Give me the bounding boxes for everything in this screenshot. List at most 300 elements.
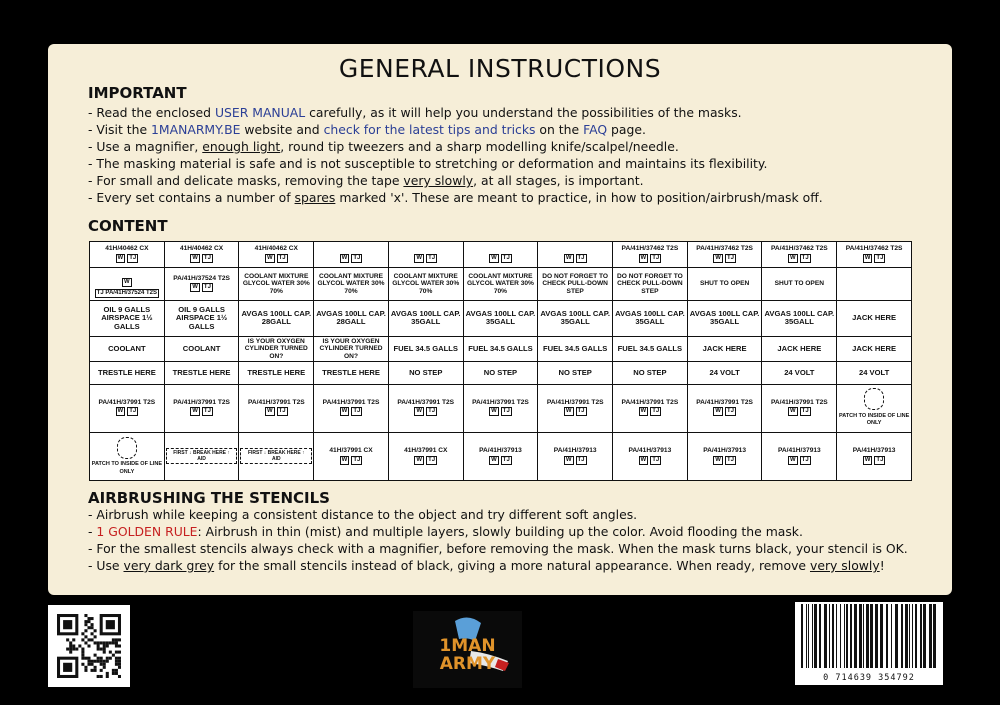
w-marker-icon: W [192, 408, 198, 415]
content-stencil-grid [89, 241, 912, 481]
barcode-bar [806, 604, 807, 668]
stencil-text: COOLANT [108, 343, 146, 353]
qr-module [103, 666, 106, 669]
qr-module [97, 675, 100, 678]
qr-module [100, 669, 103, 672]
stencil-text: AVGAS 100LL CAP. 28GALL [241, 308, 312, 327]
text-segment: - [88, 524, 97, 539]
w-marker-icon: W [864, 254, 871, 261]
page-title: GENERAL INSTRUCTIONS [338, 54, 662, 83]
qr-module [78, 644, 81, 647]
text-segment: very slowly [809, 558, 880, 573]
stencil-cell [164, 300, 239, 336]
stencil-text: NO STEP [633, 367, 667, 377]
stencil-cell [388, 432, 463, 480]
text-segment: very dark grey [123, 558, 215, 573]
text-segment: website and [240, 122, 324, 137]
stencil-cell [463, 300, 538, 336]
tj-marker-icon: TJ PA/41H/37524 T2S [96, 289, 157, 296]
qr-module [106, 641, 109, 644]
qr-module [94, 669, 97, 672]
barcode-bar [929, 604, 932, 668]
airbrushing-line [88, 557, 938, 574]
qr-module [84, 620, 87, 623]
qr-code[interactable] [48, 605, 130, 687]
text-segment: carefully, as it will help you understand the possibilities of the masks. [305, 105, 742, 120]
qr-module [115, 672, 118, 675]
stencil-text: DO NOT FORGET TO CHECK PULL-DOWN STEP [542, 272, 609, 295]
stencil-text: AVGAS 100LL CAP. 35GALL [689, 308, 760, 327]
text-link[interactable]: check for the latest tips and tricks [323, 122, 536, 137]
stencil-cell [314, 362, 389, 384]
qr-module [115, 660, 118, 663]
tj-marker-icon: TJ [278, 254, 286, 261]
stencil-cell [314, 268, 389, 301]
stencil-cell [762, 362, 837, 384]
barcode-bar [844, 604, 845, 668]
text-segment: marked 'x'. These are meant to practice, in how to position/airbrush/mask off. [335, 190, 823, 205]
barcode-bar [854, 604, 857, 668]
tj-marker-icon: TJ [502, 408, 510, 415]
qr-module [115, 641, 118, 644]
stencil-cell [687, 384, 762, 432]
tj-marker-icon: TJ [203, 408, 211, 415]
qr-module [94, 666, 97, 669]
golden-rule-label: 1 GOLDEN RULE [96, 524, 198, 539]
qr-module [97, 657, 100, 660]
qr-module [84, 657, 87, 660]
stencil-cell [762, 336, 837, 362]
tj-marker-icon: TJ [577, 456, 585, 463]
stencil-cell [90, 336, 165, 362]
logo-text-line1: 1MAN [439, 636, 496, 656]
stencil-cell [687, 300, 762, 336]
w-marker-icon: W [266, 254, 273, 261]
stencil-cell [837, 268, 912, 301]
barcode-bar [836, 604, 837, 668]
stencil-text: AVGAS 100LL CAP. 35GALL [390, 308, 461, 327]
stencil-text: FUEL 34.5 GALLS [617, 343, 683, 353]
stencil-cell [613, 384, 688, 432]
grid-row [90, 336, 912, 362]
qr-module [103, 648, 106, 651]
stencil-text: PA/41H/37462 T2S [621, 245, 679, 253]
text-segment: spares [294, 190, 336, 205]
qr-module [72, 648, 75, 651]
qr-finder-core [106, 620, 115, 629]
stencil-text: PA/41H/37913 [628, 447, 672, 455]
important-line [88, 155, 938, 172]
barcode-bar [859, 604, 862, 668]
qr-module [109, 651, 112, 654]
text-link[interactable]: FAQ [583, 122, 608, 137]
stencil-text: JACK HERE [852, 343, 897, 353]
barcode-bar [909, 604, 910, 668]
stencil-text: AVGAS 100LL CAP. 35GALL [764, 308, 835, 327]
qr-module [112, 638, 115, 641]
text-segment: - Airbrush while keeping a consistent distance to the object and try different soft angles. [88, 507, 638, 522]
stencil-text: COOLANT [182, 343, 221, 353]
text-segment: page. [607, 122, 646, 137]
barcode-bar [846, 604, 848, 668]
stencil-cell [538, 432, 613, 480]
qr-module [87, 626, 90, 629]
stencil-cell [314, 384, 389, 432]
qr-module [84, 635, 87, 638]
stencil-cell [388, 384, 463, 432]
stencil-text: PATCH TO INSIDE OF LINE ONLY [91, 461, 162, 475]
qr-module [106, 660, 109, 663]
tj-marker-icon: TJ [652, 408, 660, 415]
first-aid-break-stencil: FIRST ↓ BREAK HERE ↑ AID [166, 448, 238, 464]
stencil-text: JACK HERE [852, 313, 897, 323]
stencil-cell [388, 362, 463, 384]
qr-module [91, 626, 94, 629]
barcode-bar [814, 604, 817, 668]
qr-module [115, 657, 118, 660]
qr-module [112, 641, 115, 644]
text-segment: - For small and delicate masks, removing the tape [88, 173, 404, 188]
stencil-cell [613, 242, 688, 268]
tj-marker-icon: TJ [726, 408, 734, 415]
qr-module [75, 648, 78, 651]
barcode-bar [915, 604, 917, 668]
stencil-text: PA/41H/37991 T2S [546, 398, 604, 406]
text-segment: on the [535, 122, 584, 137]
stencil-cell [613, 336, 688, 362]
text-segment: , at all stages, is important. [473, 173, 644, 188]
qr-module [91, 623, 94, 626]
qr-module [118, 651, 121, 654]
qr-module [69, 648, 72, 651]
text-segment: - For the smallest stencils always check with a magnifier, before removing the mask. When the mask turns black, your stencil is OK. [88, 541, 908, 556]
qr-module [94, 629, 97, 632]
important-line [88, 104, 938, 121]
qr-module [97, 641, 100, 644]
barcode-bar [824, 604, 827, 668]
w-marker-icon: W [715, 254, 721, 261]
w-marker-icon: W [416, 254, 423, 261]
tj-marker-icon: TJ [652, 254, 660, 261]
qr-module [103, 660, 106, 663]
stencil-cell [538, 300, 613, 336]
barcode-bar [901, 604, 903, 668]
qr-module [69, 644, 72, 647]
stencil-cell [239, 432, 314, 480]
qr-module [87, 660, 90, 663]
w-marker-icon: W [117, 408, 124, 415]
w-marker-icon: W [640, 254, 647, 261]
stencil-cell [164, 384, 239, 432]
important-heading: IMPORTANT [88, 84, 187, 102]
qr-module [103, 663, 106, 666]
qr-module [100, 641, 103, 644]
tj-marker-icon: TJ [876, 456, 884, 463]
important-line [88, 172, 938, 189]
stencil-cell [164, 242, 239, 268]
barcode-bar [891, 604, 892, 668]
tj-marker-icon: TJ [726, 254, 734, 261]
stencil-text: PA/41H/37913 [703, 447, 746, 455]
stencil-text: PA/41H/37991 T2S [322, 398, 380, 406]
qr-module [91, 660, 94, 663]
barcode-bar [819, 604, 821, 668]
qr-module [84, 614, 87, 617]
stencil-cell [837, 432, 912, 480]
text-segment: - Every set contains a number of [88, 190, 295, 205]
qr-module [81, 654, 84, 657]
text-segment: for the small stencils instead of black, giving a more natural appearance. When ready, remove [214, 558, 810, 573]
stencil-cell [90, 362, 165, 384]
barcode-bar [905, 604, 908, 668]
stencil-text: 41H/37991 CX [404, 447, 448, 455]
qr-finder-core [63, 620, 72, 629]
stencil-text: AVGAS 100LL CAP. 28GALL [316, 308, 386, 327]
qr-module [115, 663, 118, 666]
qr-module [87, 663, 90, 666]
barcode-number: 0 714639 354792 [823, 673, 915, 683]
w-marker-icon: W [640, 456, 647, 463]
qr-module [84, 666, 87, 669]
w-marker-icon: W [416, 456, 423, 463]
w-marker-icon: W [565, 408, 572, 415]
stencil-cell [388, 242, 463, 268]
grid-row [90, 242, 912, 268]
stencil-cell [463, 432, 538, 480]
qr-module [118, 644, 121, 647]
stencil-text: PA/41H/37462 T2S [845, 245, 903, 253]
qr-module [103, 641, 106, 644]
barcode-bar [812, 604, 813, 668]
qr-module [115, 651, 118, 654]
qr-module [100, 657, 103, 660]
grid-row [90, 432, 912, 480]
barcode-bar [863, 604, 864, 668]
qr-module [106, 644, 109, 647]
text-segment: - Use a magnifier, [88, 139, 203, 154]
qr-module [112, 672, 115, 675]
qr-code-graphic [57, 614, 121, 678]
stencil-cell [613, 362, 688, 384]
stencil-text: COOLANT MIXTURE GLYCOL WATER 30% 70% [242, 272, 310, 295]
tj-marker-icon: TJ [502, 456, 510, 463]
stencil-cell [538, 268, 613, 301]
qr-module [81, 632, 84, 635]
qr-module [87, 638, 90, 641]
tj-marker-icon: TJ [203, 254, 211, 261]
qr-module [100, 675, 103, 678]
text-segment: enough light [202, 139, 281, 154]
tj-marker-icon: TJ [428, 408, 436, 415]
w-marker-icon: W [789, 254, 796, 261]
barcode-bar [850, 604, 852, 668]
w-marker-icon: W [192, 254, 198, 261]
stencil-text: 41H/40462 CX [179, 245, 224, 253]
text-segment: , round tip tweezers and a sharp modelling knife/scalpel/needle. [280, 139, 679, 154]
important-line [88, 189, 938, 206]
stencil-cell [164, 268, 239, 301]
text-segment: : Airbrush in thin (mist) and multiple layers, slowly building up the color. Avoid flooding the mask. [197, 524, 803, 539]
qr-module [91, 632, 94, 635]
stencil-cell [762, 268, 837, 301]
stencil-text: PA/41H/37913 [553, 447, 597, 455]
stencil-cell [538, 384, 613, 432]
qr-module [81, 657, 84, 660]
stencil-text: FUEL 34.5 GALLS [468, 343, 533, 353]
qr-module [118, 666, 121, 669]
stencil-text: PA/41H/37991 T2S [472, 398, 529, 406]
tj-marker-icon: TJ [428, 456, 436, 463]
stencil-cell [762, 300, 837, 336]
qr-module [97, 648, 100, 651]
w-marker-icon: W [266, 408, 273, 415]
stencil-cell [164, 336, 239, 362]
grid-row [90, 268, 912, 301]
stencil-cell [164, 432, 239, 480]
stencil-text: JACK HERE [702, 343, 747, 353]
stencil-text: PA/41H/37913 [777, 447, 821, 455]
tj-marker-icon: TJ [353, 456, 361, 463]
stencil-cell [239, 336, 314, 362]
qr-module [66, 638, 69, 641]
w-marker-icon: W [124, 278, 130, 285]
stencil-cell [613, 268, 688, 301]
barcode-bar [923, 604, 926, 668]
qr-module [109, 657, 112, 660]
important-line [88, 138, 938, 155]
airbrushing-line [88, 540, 938, 557]
stencil-cell [239, 268, 314, 301]
qr-module [118, 660, 121, 663]
stencil-text: PATCH TO INSIDE OF LINE ONLY [838, 412, 910, 427]
stencil-text: COOLANT MIXTURE GLYCOL WATER 30% 70% [466, 272, 534, 295]
stencil-cell [687, 432, 762, 480]
grid-row [90, 362, 912, 384]
stencil-text: OIL 9 GALLS AIRSPACE 1½ GALLS [175, 304, 228, 331]
stencil-text: SHUT TO OPEN [774, 280, 824, 288]
qr-module [69, 651, 72, 654]
w-marker-icon: W [416, 408, 423, 415]
stencil-cell [90, 242, 165, 268]
stencil-cell [837, 336, 912, 362]
w-marker-icon: W [640, 408, 647, 415]
qr-module [118, 657, 121, 660]
tj-marker-icon: TJ [129, 408, 137, 415]
barcode-bar [920, 604, 922, 668]
stencil-text: PA/41H/37991 T2S [696, 398, 753, 406]
qr-finder-core [63, 663, 72, 672]
airbrushing-list [88, 506, 938, 574]
qr-module [112, 654, 115, 657]
brand-logo [413, 611, 522, 688]
stencil-cell [314, 300, 389, 336]
stencil-cell [239, 384, 314, 432]
stencil-text: NO STEP [409, 367, 443, 377]
tj-marker-icon: TJ [726, 456, 734, 463]
tj-marker-icon: TJ [652, 456, 660, 463]
stencil-cell [538, 336, 613, 362]
stencil-text: FUEL 34.5 GALLS [542, 343, 608, 353]
stencil-text: PA/41H/37991 T2S [397, 398, 455, 406]
barcode-bar [866, 604, 869, 668]
barcode-bar [912, 604, 913, 668]
barcode-bars [801, 604, 937, 668]
qr-module [109, 641, 112, 644]
stencil-text: OIL 9 GALLS AIRSPACE 1½ GALLS [101, 304, 153, 331]
stencil-cell [90, 432, 165, 480]
stencil-cell [613, 300, 688, 336]
stencil-text: AVGAS 100LL CAP. 35GALL [615, 308, 685, 327]
w-marker-icon: W [491, 408, 497, 415]
stencil-text: TRESTLE HERE [172, 367, 231, 377]
tj-marker-icon: TJ [502, 254, 510, 261]
qr-module [115, 644, 118, 647]
qr-module [81, 648, 84, 651]
stencil-text: PA/41H/37991 T2S [621, 398, 679, 406]
qr-module [72, 644, 75, 647]
stencil-cell [388, 336, 463, 362]
qr-module [84, 623, 87, 626]
w-marker-icon: W [117, 254, 124, 261]
stencil-cell [463, 242, 538, 268]
qr-module [118, 675, 121, 678]
qr-module [103, 651, 106, 654]
stencil-cell [687, 336, 762, 362]
stencil-cell [762, 242, 837, 268]
w-marker-icon: W [565, 254, 572, 261]
stencil-text: IS YOUR OXYGEN CYLINDER TURNED ON? [244, 337, 308, 360]
qr-module [72, 638, 75, 641]
stencil-cell [837, 384, 912, 432]
barcode-bar [880, 604, 883, 668]
qr-module [81, 663, 84, 666]
stencil-cell [463, 384, 538, 432]
grid-row [90, 384, 912, 432]
text-link[interactable]: USER MANUAL [214, 105, 306, 120]
tj-marker-icon: TJ [876, 254, 884, 261]
qr-module [115, 638, 118, 641]
stencil-text: NO STEP [558, 367, 592, 377]
important-list [88, 104, 938, 206]
stencil-cell [239, 300, 314, 336]
stencil-text: 41H/37991 CX [329, 447, 373, 455]
qr-module [106, 675, 109, 678]
stencil-cell [463, 362, 538, 384]
stencil-cell [687, 268, 762, 301]
tj-marker-icon: TJ [278, 408, 286, 415]
barcode-bar [895, 604, 898, 668]
tj-marker-icon: TJ [353, 408, 361, 415]
stencil-text: DO NOT FORGET TO CHECK PULL-DOWN STEP [616, 272, 683, 295]
stencil-text: 41H/40462 CX [105, 245, 149, 253]
qr-module [100, 663, 103, 666]
qr-module [100, 660, 103, 663]
content-heading: CONTENT [88, 217, 168, 235]
stencil-cell [90, 300, 165, 336]
stencil-cell [463, 268, 538, 301]
tj-marker-icon: TJ [129, 254, 137, 261]
first-aid-break-stencil: FIRST ↓ BREAK HERE ↑ AID [240, 448, 312, 464]
patch-outline-icon [864, 388, 884, 410]
barcode-bar [829, 604, 830, 668]
stencil-cell [314, 336, 389, 362]
qr-module [94, 654, 97, 657]
qr-module [94, 641, 97, 644]
stencil-text: PA/41H/37991 T2S [98, 398, 156, 406]
w-marker-icon: W [715, 456, 721, 463]
text-link[interactable]: 1MANARMY.BE [151, 122, 241, 137]
stencil-cell [538, 362, 613, 384]
